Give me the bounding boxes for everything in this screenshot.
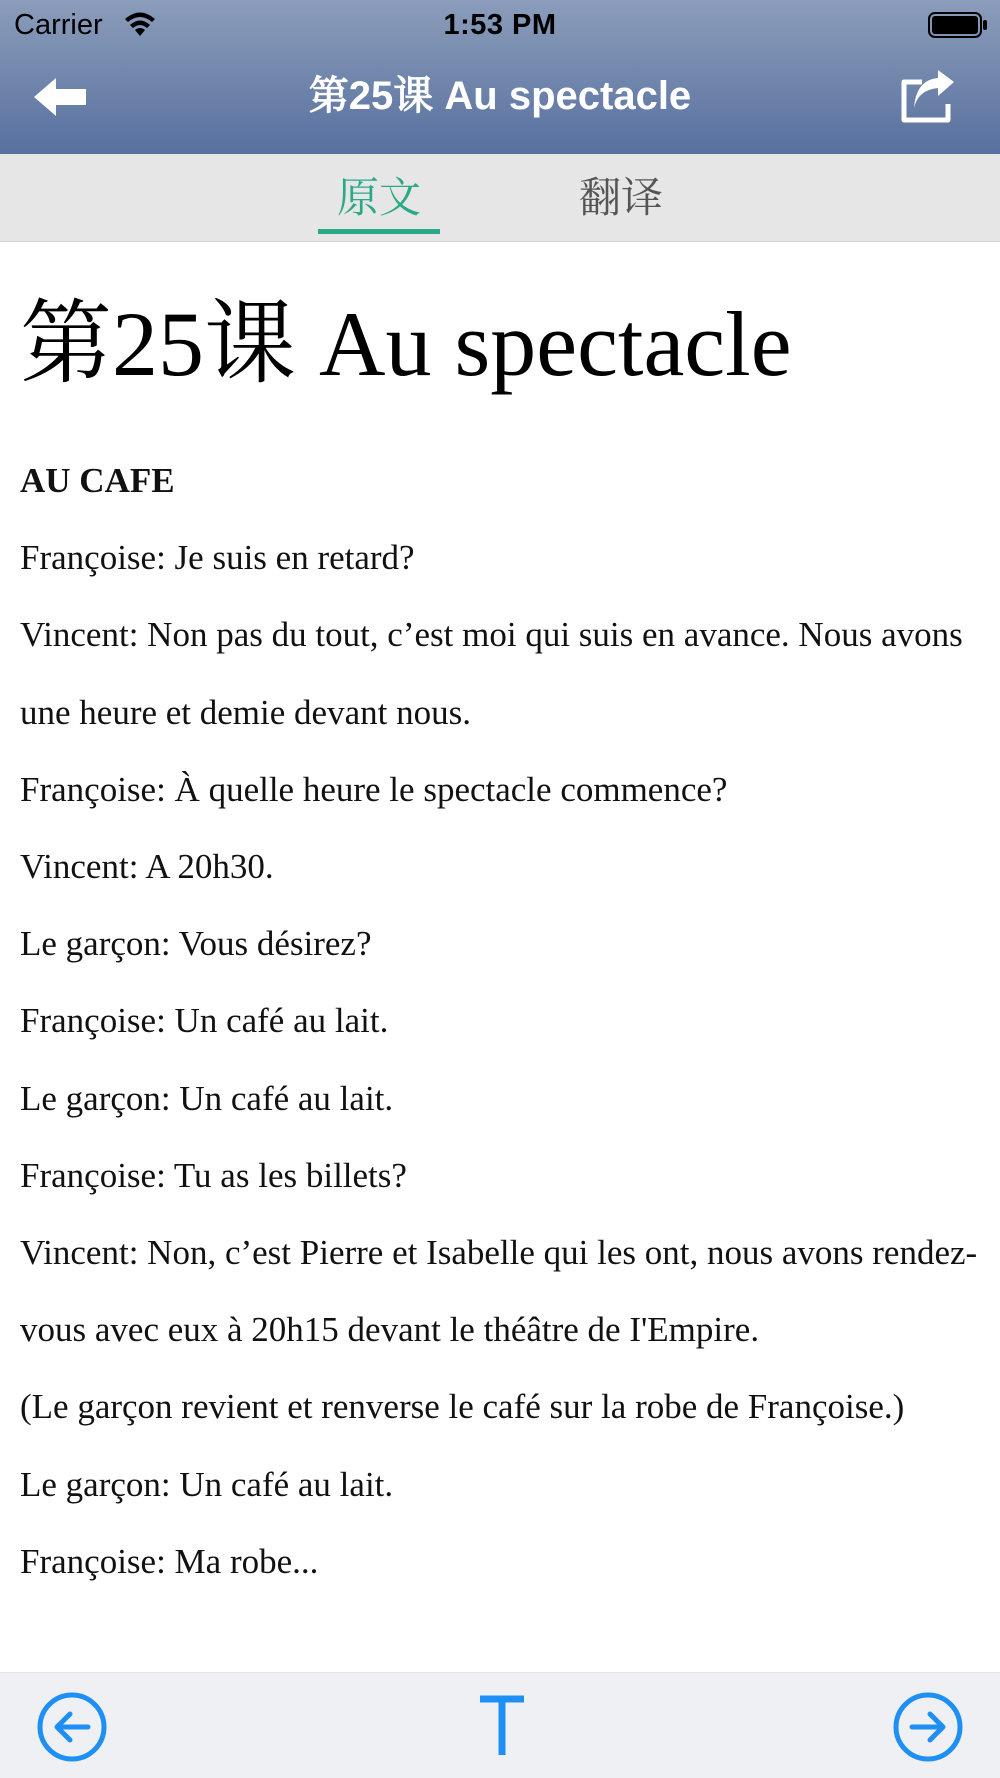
tab-translation[interactable] [556,154,686,242]
active-tab-indicator [318,229,440,234]
lesson-text [20,442,980,1600]
previous-lesson-icon[interactable] [36,1691,108,1763]
dialogue-line: (Le garçon revient et renverse le café sur la robe de Françoise.) [20,1387,905,1427]
dialogue-line: Françoise: Je suis en retard? [20,538,415,578]
tab-translation-label: 翻译 [578,173,663,222]
dialogue-line: Françoise: Tu as les billets? [20,1155,407,1195]
dialogue-line: Vincent: Non, c’est Pierre et Isabelle qui les ont, nous avons rendez-vous avec eux à 20h15 devant le théâtre de I'Empire. [20,1233,978,1350]
app-header [0,0,1000,154]
status-bar [0,0,1000,50]
tab-original[interactable] [318,154,440,242]
bottom-toolbar [0,1672,1000,1778]
section-heading: AU CAFE [20,461,175,500]
nav-title: 第25课 Au spectacle [308,74,692,118]
lesson-content[interactable] [0,242,1000,1672]
next-lesson-icon[interactable] [892,1691,964,1763]
dialogue-line: Vincent: Non pas du tout, c’est moi qui suis en avance. Nous avons une heure et demie devant nous. [20,615,963,732]
back-arrow-icon[interactable] [30,72,90,122]
status-time: 1:53 PM [443,9,557,41]
segment-tabs [0,154,1000,242]
dialogue-line: Le garçon: Vous désirez? [20,924,372,964]
text-size-icon[interactable] [466,1691,538,1763]
dialogue-line: Vincent: A 20h30. [20,847,274,887]
dialogue-line: Le garçon: Un café au lait. [20,1464,394,1504]
dialogue-line: Françoise: À quelle heure le spectacle commence? [20,769,728,809]
lesson-title: 第25课 Au spectacle [20,293,792,395]
tab-original-label: 原文 [336,173,421,222]
dialogue-line: Françoise: Ma robe... [20,1541,319,1581]
dialogue-line: Françoise: Un café au lait. [20,1001,389,1041]
navigation-bar [0,50,1000,154]
dialogue-line: Le garçon: Un café au lait. [20,1078,394,1118]
carrier-label: Carrier [14,9,103,41]
share-icon[interactable] [898,68,956,126]
battery-icon [928,12,988,38]
